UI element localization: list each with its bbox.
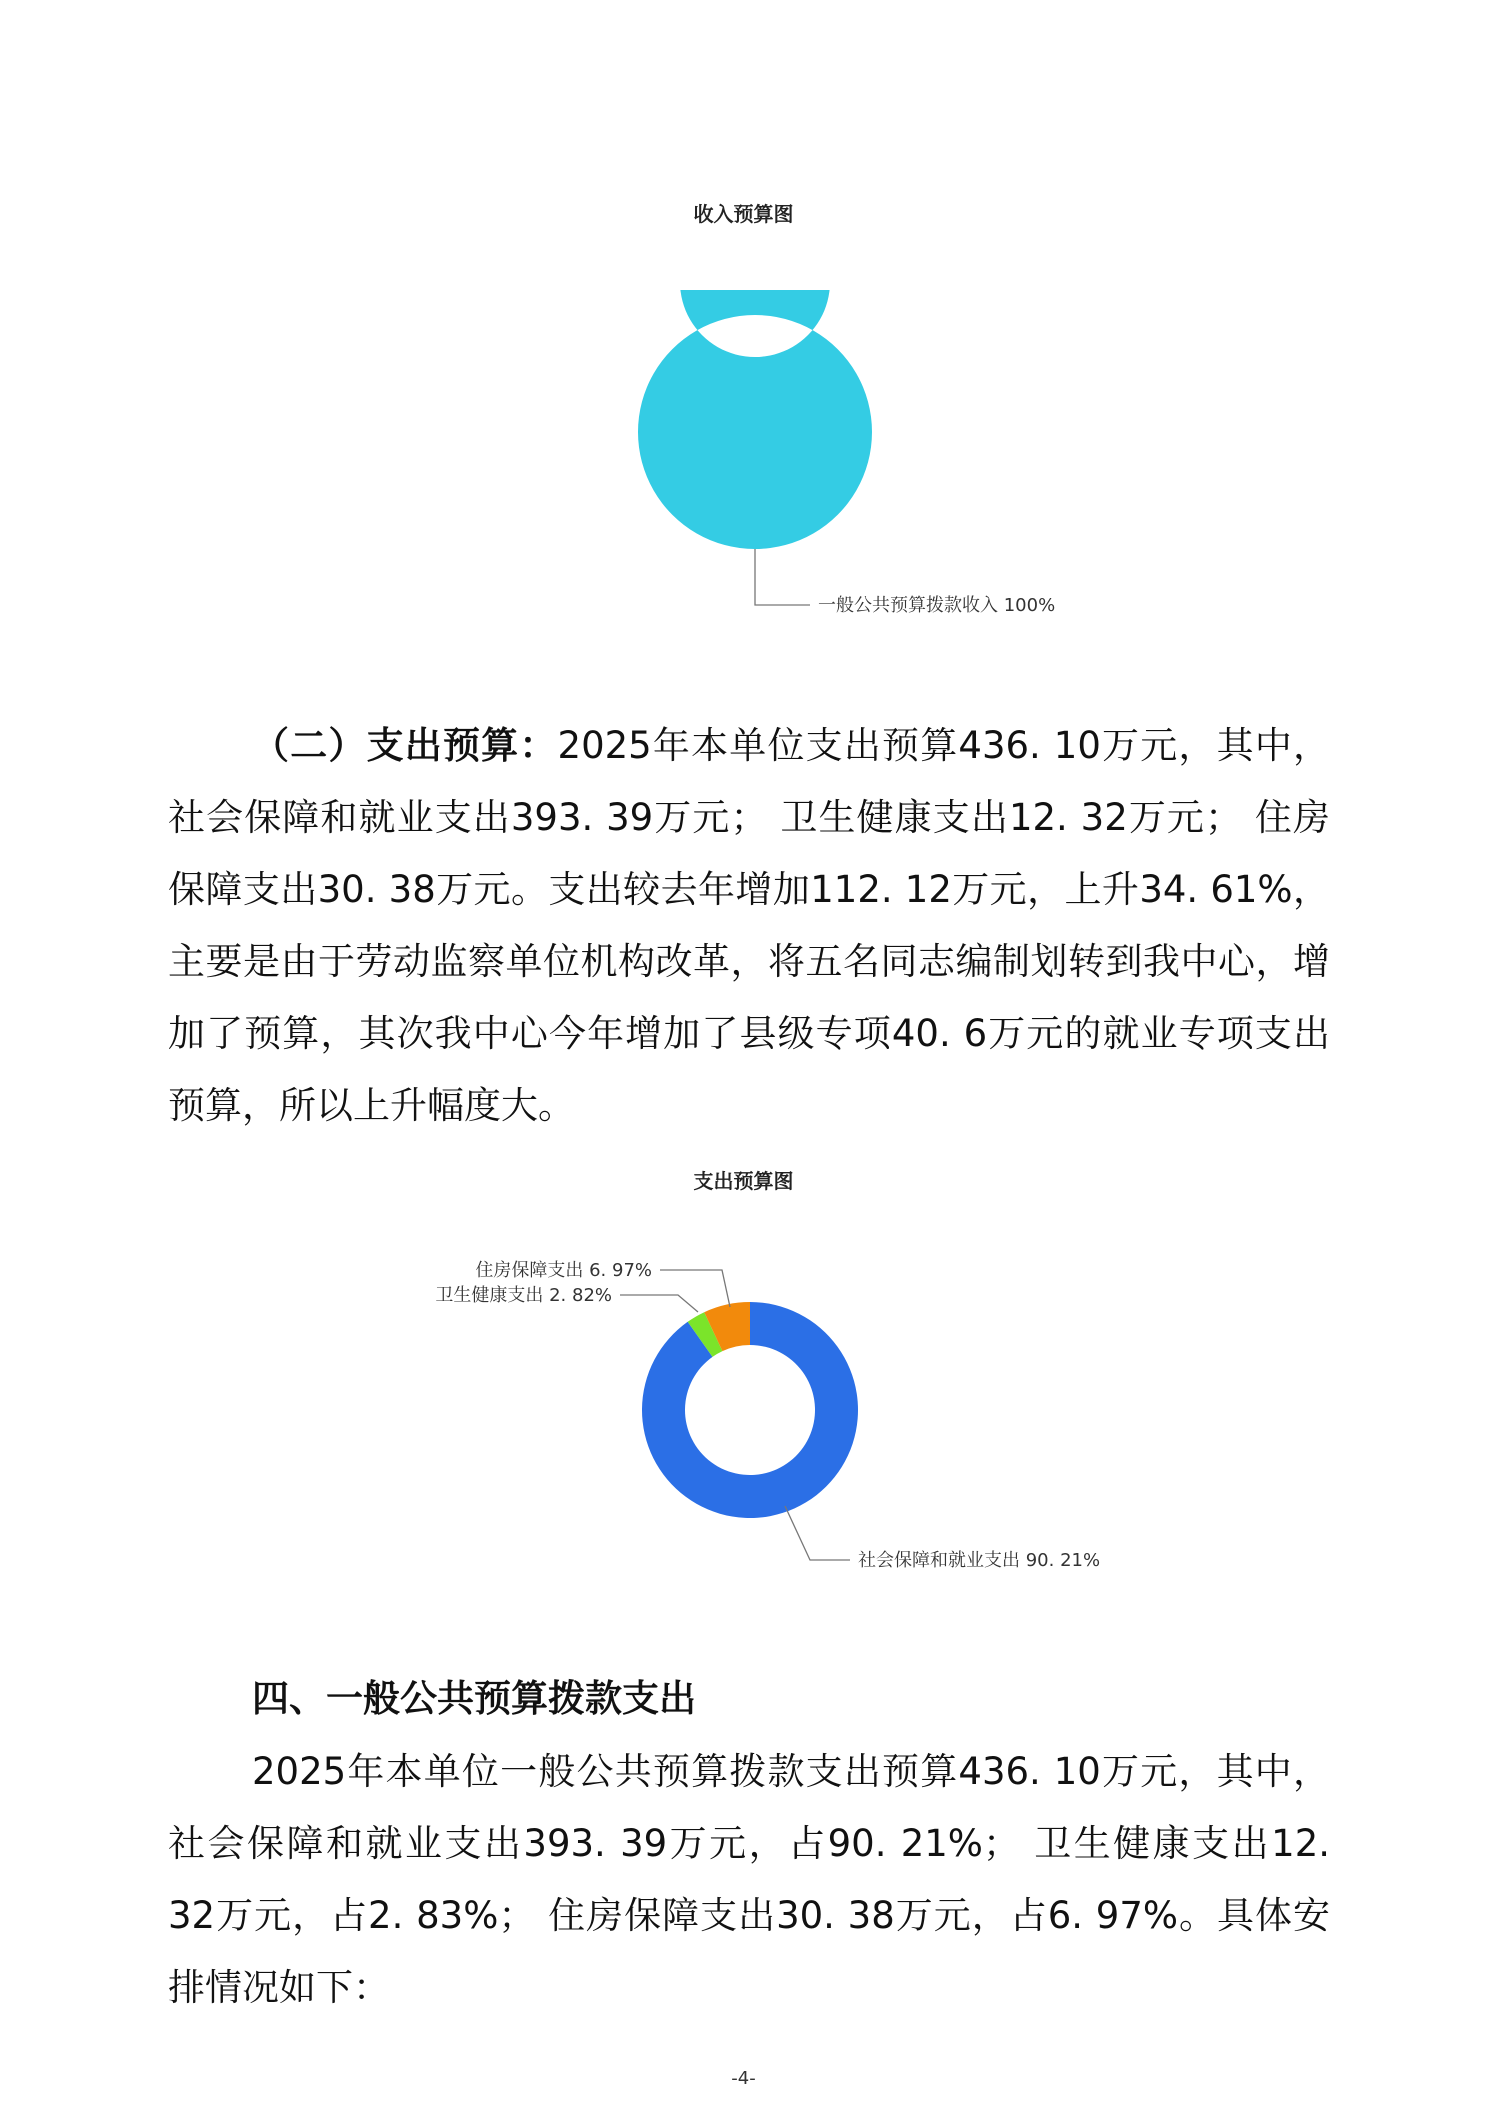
income-donut-chart: [560, 290, 1160, 630]
expense-leader-line-2: [660, 1270, 730, 1307]
section2-lead: （二）支出预算：: [252, 724, 558, 767]
expense-label-0: 社会保障和就业支出 90. 21%: [858, 1550, 1101, 1571]
section4-heading: 四、一般公共预算拨款支出: [252, 1677, 696, 1720]
section4-paragraph: [168, 1736, 1330, 2024]
expense-donut-chart: [360, 1215, 1260, 1595]
page-number: -4-: [731, 2068, 756, 2089]
expense-leader-line-1: [620, 1295, 698, 1312]
expense-chart-title: 支出预算图: [693, 1169, 794, 1193]
expense-budget-paragraph: [168, 710, 1330, 1142]
income-leader-line-0: [755, 549, 810, 605]
income-slice-0: [638, 290, 872, 549]
income-chart-title: 收入预算图: [693, 202, 794, 226]
expense-leader-line-0: [785, 1506, 850, 1560]
expense-label-1: 卫生健康支出 2. 82%: [435, 1285, 612, 1306]
income-label-0: 一般公共预算拨款收入 100%: [818, 595, 1056, 616]
section4-text: 2025年本单位一般公共预算拨款支出预算436. 10万元，其中，社会保障和就业支出393. 39万元，占90. 21%； 卫生健康支出12. 32万元，占2. 83%； 住房保障支出30. 38万元，占6. 97%。具体安排情况如下：: [168, 1750, 1330, 2009]
expense-label-2: 住房保障支出 6. 97%: [475, 1260, 652, 1281]
section2-text: 2025年本单位支出预算436. 10万元，其中，社会保障和就业支出393. 39万元； 卫生健康支出12. 32万元； 住房保障支出30. 38万元。支出较去年增加112. 12万元，上升34. 61%，主要是由于劳动监察单位机构改革，将五名同志编制划转到我中心，增加了预算，其次我中心今年增加了县级专项40. 6万元的就业专项支出预算，所以上升幅度大。: [168, 724, 1331, 1127]
